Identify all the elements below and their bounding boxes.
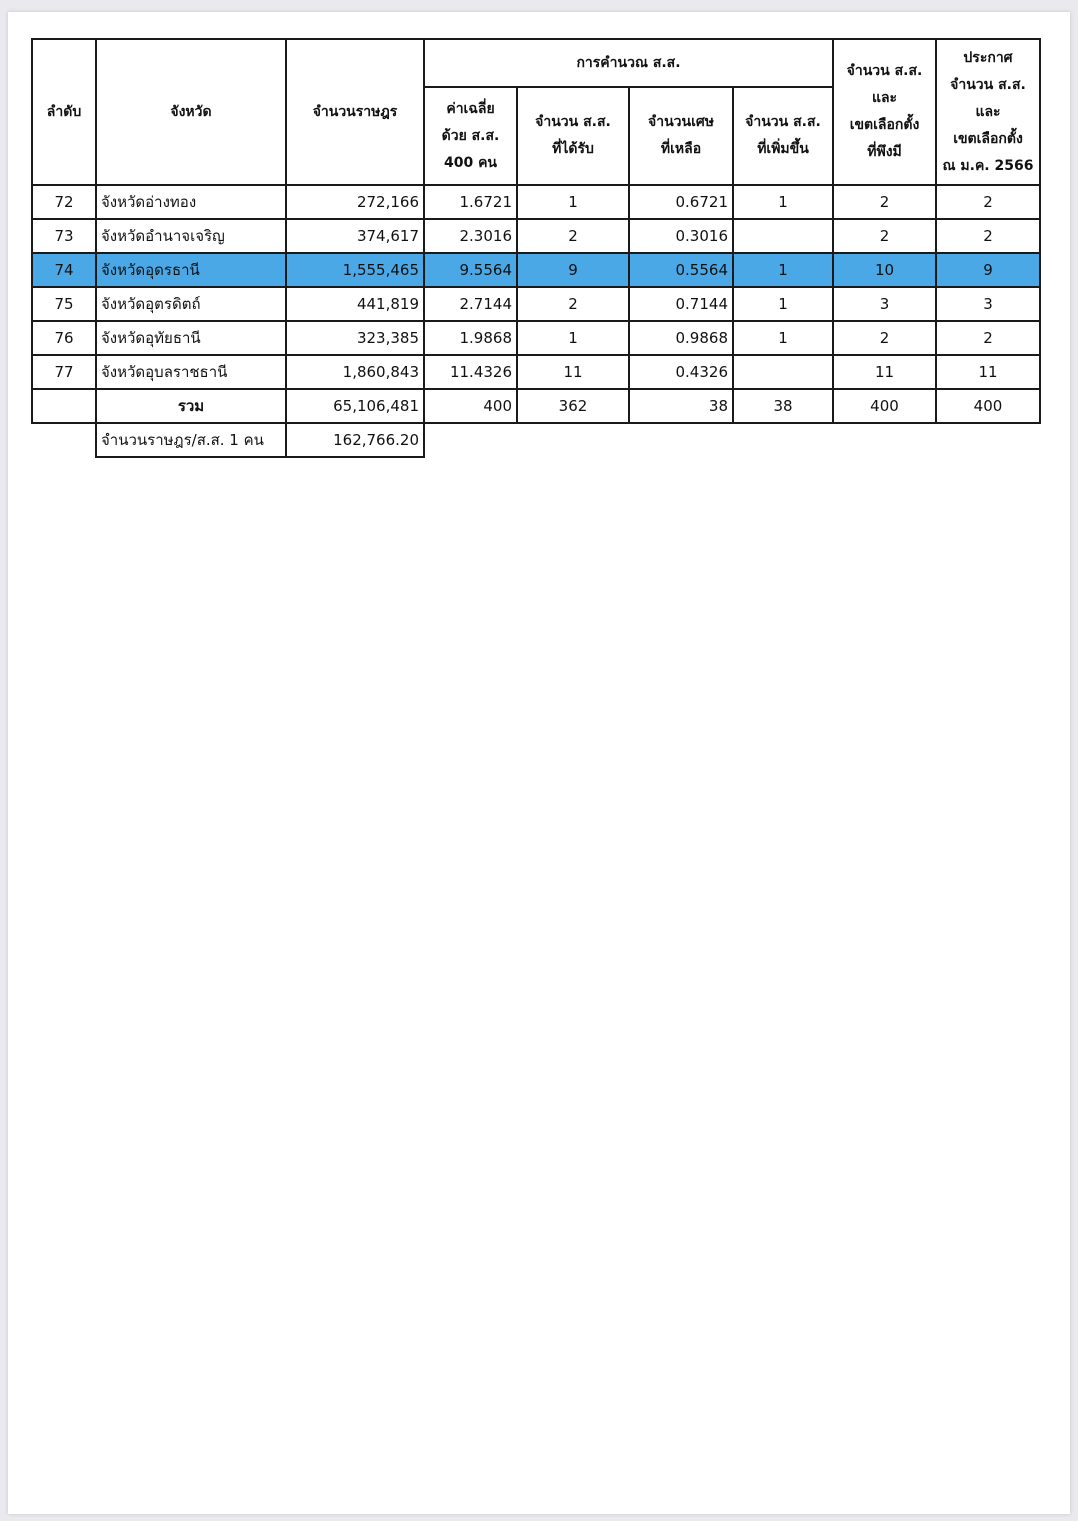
header-added: จำนวน ส.ส. ที่เพิ่มขึ้น [733,87,833,185]
table-row [32,355,1040,389]
cell-remainder: 0.4326 [629,355,733,389]
cell-received: 2 [517,287,629,321]
header-population: จำนวนราษฎร [286,39,424,185]
mp-allocation-table [31,38,1041,458]
cell-added [733,355,833,389]
cell-remainder: 0.3016 [629,219,733,253]
cell-order: 73 [32,219,96,253]
total-due: 400 [833,389,936,423]
cell-population: 1,555,465 [286,253,424,287]
cell-order: 74 [32,253,96,287]
header-due-seats: จำนวน ส.ส. และ เขตเลือกตั้ง ที่พึงมี [833,39,936,185]
per-mp-row [32,423,1040,457]
header-announced-seats: ประกาศ จำนวน ส.ส. และ เขตเลือกตั้ง ณ ม.ค. 2566 [936,39,1040,185]
cell-remainder: 0.6721 [629,185,733,219]
cell-due: 2 [833,219,936,253]
cell-average: 2.3016 [424,219,517,253]
total-population: 65,106,481 [286,389,424,423]
total-announced: 400 [936,389,1040,423]
cell-average: 1.6721 [424,185,517,219]
total-row [32,389,1040,423]
cell-average: 1.9868 [424,321,517,355]
total-label: รวม [96,389,286,423]
cell-remainder: 0.5564 [629,253,733,287]
total-average: 400 [424,389,517,423]
cell-due: 2 [833,321,936,355]
per-mp-label: จำนวนราษฎร/ส.ส. 1 คน [96,423,286,457]
cell-order: 76 [32,321,96,355]
cell-remainder: 0.9868 [629,321,733,355]
cell-order: 72 [32,185,96,219]
cell-province: จังหวัดอ่างทอง [96,185,286,219]
cell-announced: 2 [936,219,1040,253]
document-page [8,12,1070,1514]
header-calculation-group: การคำนวณ ส.ส. [424,39,833,87]
table-row-highlighted [32,253,1040,287]
cell-province: จังหวัดอุตรดิตถ์ [96,287,286,321]
cell-added: 1 [733,287,833,321]
total-received: 362 [517,389,629,423]
cell-received: 9 [517,253,629,287]
total-empty-cell [32,389,96,423]
table-row [32,321,1040,355]
cell-added: 1 [733,185,833,219]
cell-order: 77 [32,355,96,389]
cell-province: จังหวัดอำนาจเจริญ [96,219,286,253]
cell-province: จังหวัดอุดรธานี [96,253,286,287]
header-remainder: จำนวนเศษ ที่เหลือ [629,87,733,185]
cell-population: 323,385 [286,321,424,355]
cell-population: 1,860,843 [286,355,424,389]
cell-province: จังหวัดอุบลราชธานี [96,355,286,389]
cell-added [733,219,833,253]
cell-announced: 2 [936,321,1040,355]
header-province: จังหวัด [96,39,286,185]
cell-average: 9.5564 [424,253,517,287]
total-added: 38 [733,389,833,423]
table-row [32,219,1040,253]
cell-announced: 9 [936,253,1040,287]
cell-received: 1 [517,321,629,355]
cell-order: 75 [32,287,96,321]
header-order: ลำดับ [32,39,96,185]
cell-received: 2 [517,219,629,253]
cell-announced: 2 [936,185,1040,219]
cell-added: 1 [733,321,833,355]
cell-announced: 11 [936,355,1040,389]
cell-average: 2.7144 [424,287,517,321]
cell-due: 3 [833,287,936,321]
cell-announced: 3 [936,287,1040,321]
cell-population: 441,819 [286,287,424,321]
cell-due: 10 [833,253,936,287]
cell-added: 1 [733,253,833,287]
header-average: ค่าเฉลี่ย ด้วย ส.ส. 400 คน [424,87,517,185]
table-row [32,287,1040,321]
header-received: จำนวน ส.ส. ที่ได้รับ [517,87,629,185]
cell-due: 11 [833,355,936,389]
cell-remainder: 0.7144 [629,287,733,321]
cell-average: 11.4326 [424,355,517,389]
cell-received: 1 [517,185,629,219]
cell-population: 374,617 [286,219,424,253]
cell-received: 11 [517,355,629,389]
cell-due: 2 [833,185,936,219]
cell-population: 272,166 [286,185,424,219]
table-row [32,185,1040,219]
per-mp-value: 162,766.20 [286,423,424,457]
cell-province: จังหวัดอุทัยธานี [96,321,286,355]
total-remainder: 38 [629,389,733,423]
